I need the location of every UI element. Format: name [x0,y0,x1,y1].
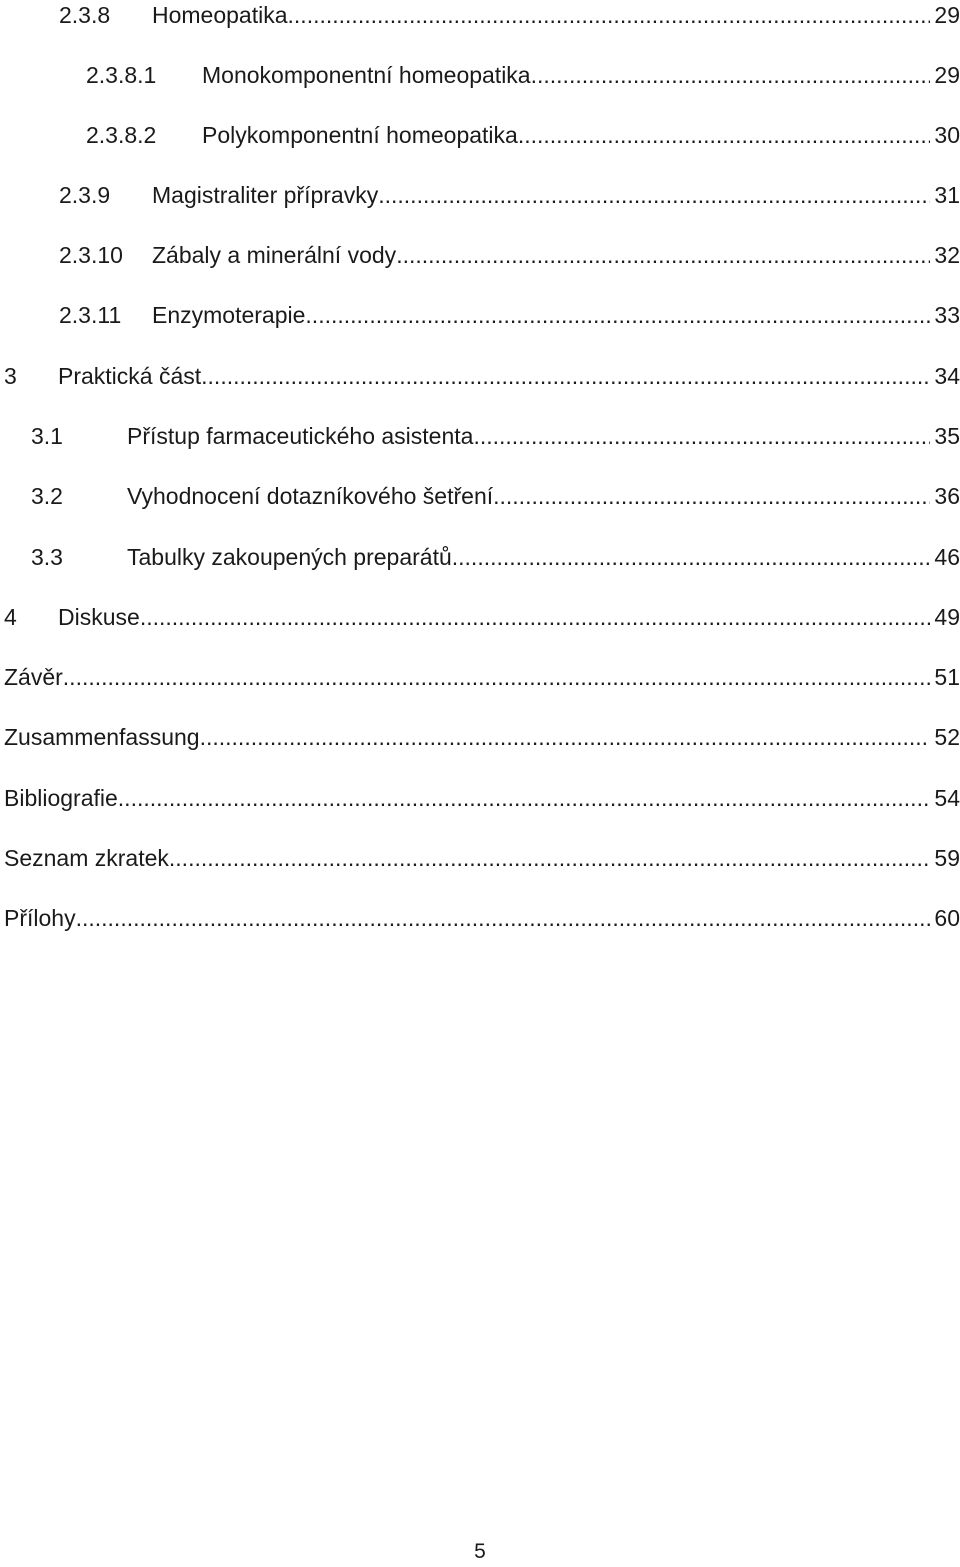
toc-entry-2-3-11[interactable] [59,300,960,330]
toc-entry-title: Vyhodnocení dotazníkového šetření [127,483,494,509]
toc-entry-title: Magistraliter přípravky [152,182,379,208]
toc-leader-dots [201,361,930,391]
toc-entry-page: 51 [934,664,960,690]
toc-entry-number: 2.3.8 [59,2,111,28]
toc-entry-page: 36 [934,483,960,509]
toc-entry-3[interactable] [4,361,960,391]
page-number: 5 [474,1540,486,1563]
toc-leader-dots [396,240,930,270]
toc-entry-number: 3.2 [31,483,63,509]
toc-entry-3-3[interactable] [31,542,960,572]
toc-entry-page: 35 [934,423,960,449]
toc-entry-3-1[interactable] [31,421,960,451]
toc-entry-title: Zusammenfassung [4,724,200,750]
toc-entry-title: Diskuse [58,604,140,630]
toc-entry-title: Přístup farmaceutického asistenta [127,423,474,449]
toc-entry-title: Přílohy [4,905,76,931]
toc-entry-page: 54 [934,785,960,811]
toc-entry-page: 31 [934,182,960,208]
toc-leader-dots [493,481,930,511]
toc-leader-dots [378,180,930,210]
toc-entry-page: 29 [934,2,960,28]
toc-entry-page: 33 [934,302,960,328]
toc-entry-title: Zábaly a minerální vody [152,242,397,268]
toc-leader-dots [518,120,931,150]
toc-entry-number: 2.3.8.1 [86,62,157,88]
toc-leader-dots [531,60,931,90]
toc-leader-dots [473,421,930,451]
toc-leader-dots [305,300,930,330]
toc-entry-title: Praktická část [58,363,202,389]
toc-entry-page: 32 [934,242,960,268]
toc-entry-number: 3.3 [31,544,63,570]
toc-entry-2-3-8-2[interactable] [86,120,960,150]
toc-leader-dots [118,783,931,813]
toc-entry-page: 59 [934,845,960,871]
toc-leader-dots [169,843,931,873]
toc-entry-seznam-zkratek[interactable] [4,843,960,873]
toc-entry-title: Polykomponentní homeopatika [202,122,518,148]
toc-entry-bibliografie[interactable] [4,783,960,813]
toc-entry-prilohy[interactable] [4,903,960,933]
toc-entry-page: 34 [934,363,960,389]
toc-leader-dots [63,662,931,692]
toc-entry-title: Závěr [4,664,63,690]
toc-entry-page: 60 [934,905,960,931]
toc-leader-dots [140,602,931,632]
toc-entry-title: Seznam zkratek [4,845,169,871]
toc-entry-number: 3.1 [31,423,63,449]
toc-entry-title: Homeopatika [152,2,288,28]
toc-entry-page: 49 [934,604,960,630]
toc-entry-number: 2.3.9 [59,182,111,208]
toc-leader-dots [200,722,931,752]
toc-entry-page: 46 [934,544,960,570]
toc-entry-title: Enzymoterapie [152,302,306,328]
toc-entry-number: 4 [4,604,17,630]
toc-leader-dots [288,0,931,30]
toc-entry-number: 2.3.8.2 [86,122,157,148]
toc-entry-zusammenfassung[interactable] [4,722,960,752]
toc-entry-page: 30 [934,122,960,148]
toc-leader-dots [76,903,931,933]
toc-entry-number: 2.3.10 [59,242,123,268]
toc-entry-3-2[interactable] [31,481,960,511]
toc-entry-2-3-8[interactable] [59,0,960,30]
toc-entry-page: 29 [934,62,960,88]
toc-entry-zaver[interactable] [4,662,960,692]
toc-entry-title: Tabulky zakoupených preparátů [127,544,452,570]
toc-leader-dots [452,542,931,572]
toc-entry-2-3-8-1[interactable] [86,60,960,90]
toc-entry-title: Bibliografie [4,785,118,811]
toc-entry-2-3-10[interactable] [59,240,960,270]
toc-entry-4[interactable] [4,602,960,632]
toc-entry-2-3-9[interactable] [59,180,960,210]
toc-entry-page: 52 [934,724,960,750]
toc-entry-title: Monokomponentní homeopatika [202,62,531,88]
toc-entry-number: 2.3.11 [59,302,122,328]
toc-entry-number: 3 [4,363,17,389]
